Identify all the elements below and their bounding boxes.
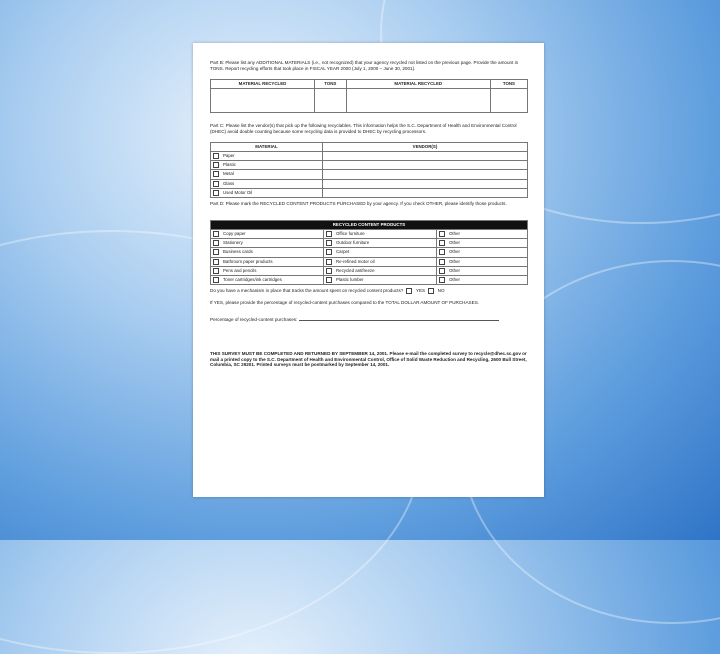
product-option: Copy paper	[211, 230, 324, 239]
checkbox[interactable]	[439, 249, 445, 255]
part-b-header: MATERIAL RECYCLED	[346, 80, 490, 89]
checkbox[interactable]	[213, 259, 219, 265]
part-c-instructions: Part C: Please list the vendor(s) that pick up the following recyclables. This information helps the S.C. Department of Health and Environmental Control (DHEC) avoid double counting because some recycling data is provided to DHEC by recycling processors.	[210, 123, 517, 134]
vendor-cell[interactable]	[322, 170, 527, 179]
checkbox[interactable]	[326, 231, 332, 237]
part-b-cell[interactable]	[314, 89, 346, 113]
yes-label: YES	[415, 288, 426, 294]
checkbox[interactable]	[326, 240, 332, 246]
product-option: Office furniture	[324, 230, 437, 239]
product-option: Carpet	[324, 248, 437, 257]
checkbox[interactable]	[213, 153, 219, 159]
product-option: Toner cartridges/ink cartridges	[211, 275, 324, 284]
product-option: Recycled antifreeze	[324, 266, 437, 275]
product-option: Pens and pencils	[211, 266, 324, 275]
part-b-cell[interactable]	[346, 89, 490, 113]
part-b-cell[interactable]	[490, 89, 527, 113]
product-option: Other	[437, 248, 528, 257]
checkbox[interactable]	[326, 259, 332, 265]
part-b-header: TONS	[490, 80, 527, 89]
mechanism-question: Do you have a mechanism in place that tracks the amount spent on recycled content products?	[210, 288, 404, 294]
material-row: Paper	[211, 152, 323, 161]
vendor-cell[interactable]	[322, 188, 527, 197]
vendor-cell[interactable]	[322, 152, 527, 161]
checkbox[interactable]	[326, 268, 332, 274]
part-b-header: MATERIAL RECYCLED	[211, 80, 315, 89]
part-b-instructions: Part B: Please list any ADDITIONAL MATERIALS (i.e., not recognized) that your agency recycled not listed on the previous page. Provide the amount in TONS. Report recycling efforts that took place in FISCAL YEAR 2000 (July 1, 2000 – June 30, 2001).	[210, 60, 519, 71]
checkbox[interactable]	[213, 240, 219, 246]
product-option: Other	[437, 257, 528, 266]
checkbox[interactable]	[439, 240, 445, 246]
checkbox[interactable]	[439, 259, 445, 265]
part-c-header: MATERIAL	[211, 143, 323, 152]
part-c-header: VENDOR(S)	[322, 143, 527, 152]
product-option: Other	[437, 266, 528, 275]
product-option: Other	[437, 230, 528, 239]
checkbox[interactable]	[213, 181, 219, 187]
yes-checkbox[interactable]	[406, 288, 412, 294]
no-label: NO	[437, 288, 445, 294]
material-row: Glass	[211, 179, 323, 188]
checkbox[interactable]	[213, 162, 219, 168]
part-c-table	[210, 142, 528, 198]
part-b-cell[interactable]	[211, 89, 315, 113]
no-checkbox[interactable]	[428, 288, 434, 294]
product-option: Business cards	[211, 248, 324, 257]
product-option: Plastic lumber	[324, 275, 437, 284]
product-option: Bathroom paper products	[211, 257, 324, 266]
part-b-table	[210, 79, 528, 113]
product-option: Outdoor furniture	[324, 239, 437, 248]
material-row: Plastic	[211, 161, 323, 170]
product-option: Other	[437, 275, 528, 284]
product-option: Other	[437, 239, 528, 248]
product-option: Re-refined motor oil	[324, 257, 437, 266]
checkbox[interactable]	[326, 277, 332, 283]
checkbox[interactable]	[439, 277, 445, 283]
percentage-row	[210, 316, 528, 323]
product-option: Stationery	[211, 239, 324, 248]
recycled-products-table	[210, 220, 528, 285]
material-row: Metal	[211, 170, 323, 179]
checkbox[interactable]	[439, 231, 445, 237]
checkbox[interactable]	[213, 190, 219, 196]
checkbox[interactable]	[213, 268, 219, 274]
percentage-input[interactable]	[299, 316, 499, 321]
checkbox[interactable]	[213, 277, 219, 283]
deadline-notice: THIS SURVEY MUST BE COMPLETED AND RETURNED BY SEPTEMBER 14, 2001. Please e-mail the completed survey to recycle@dhec.sc.gov or mail a printed copy to the S.C. Department of Health and Environmental Control, Office of Solid Waste Reduction and Recycling, 2600 Bull Street, Columbia, SC 29201. Printed surveys must be postmarked by September 14, 2001.	[210, 351, 527, 368]
part-d-instructions: Part D: Please mark the RECYCLED CONTENT PRODUCTS PURCHASED by your agency. If you check OTHER, please identify those products.	[210, 201, 507, 206]
part-b-header: TONS	[314, 80, 346, 89]
checkbox[interactable]	[213, 171, 219, 177]
mechanism-question-row	[210, 288, 528, 294]
survey-page	[193, 43, 544, 497]
checkbox[interactable]	[439, 268, 445, 274]
checkbox[interactable]	[326, 249, 332, 255]
vendor-cell[interactable]	[322, 179, 527, 188]
recycled-products-title: RECYCLED CONTENT PRODUCTS	[211, 221, 528, 230]
percentage-label: Percentage of recycled-content purchases:	[210, 317, 298, 322]
checkbox[interactable]	[213, 249, 219, 255]
vendor-cell[interactable]	[322, 161, 527, 170]
percentage-note: If YES, please provide the percentage of recycled-content purchases compared to the TOTAL DOLLAR AMOUNT OF PURCHASES.	[210, 300, 480, 305]
checkbox[interactable]	[213, 231, 219, 237]
material-row: Used Motor Oil	[211, 188, 323, 197]
